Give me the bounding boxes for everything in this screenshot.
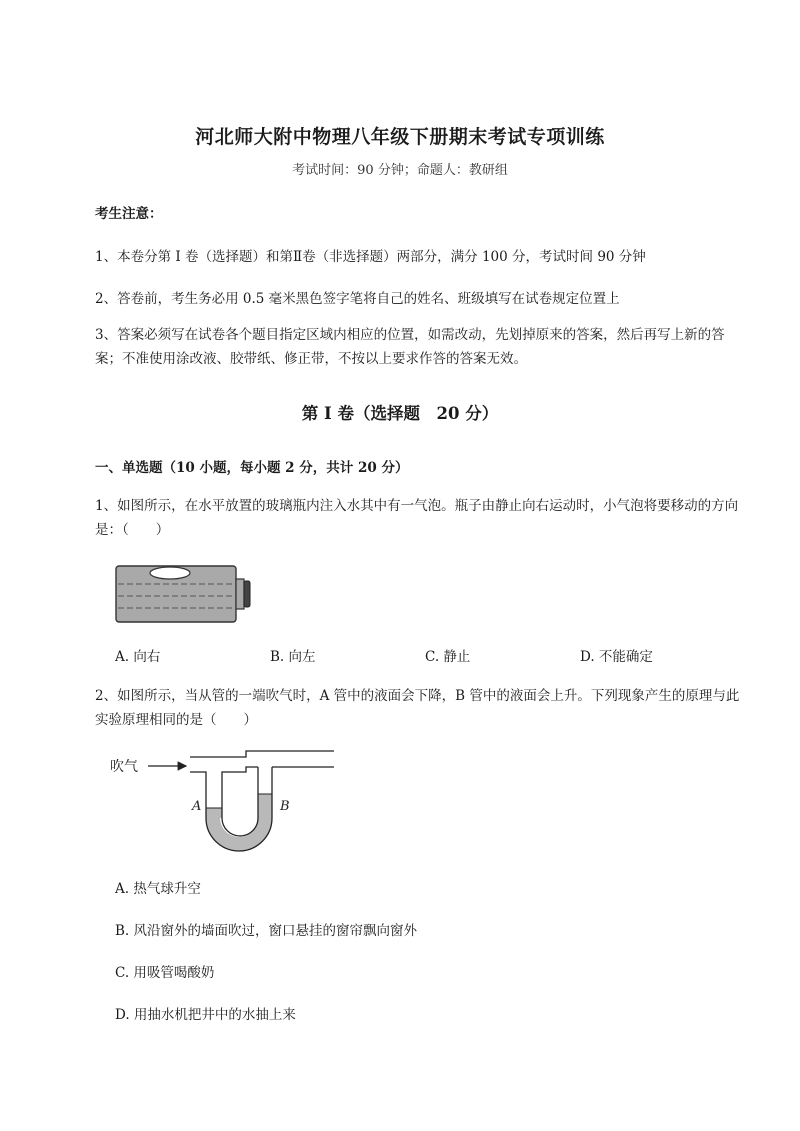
notice-item-1: 1、本卷分第 I 卷（选择题）和第Ⅱ卷（非选择题）两部分，满分 100 分，考试时间 90 分钟 bbox=[95, 249, 646, 265]
label-a: A bbox=[192, 799, 202, 814]
exam-info: 考试时间：90 分钟；命题人：教研组 bbox=[292, 163, 508, 178]
notice-item-3: 3、答案必须写在试卷各个题目指定区域内相应的位置，如需改动，先划掉原来的答案，然后再写上新的答案；不准使用涂改液、胶带纸、修正带，不按以上要求作答的答案无效。 bbox=[95, 327, 725, 367]
blow-label: 吹气 bbox=[110, 759, 138, 775]
bottle-figure bbox=[113, 562, 253, 624]
q1-option-a[interactable]: A. 向右 bbox=[115, 649, 161, 665]
q2-option-c[interactable]: C. 用吸管喝酸奶 bbox=[115, 965, 215, 981]
question-2-stem: 2、如图所示，当从管的一端吹气时，A 管中的液面会下降，B 管中的液面会上升。下列现象产生的原理与此实验原理相同的是（ ） bbox=[95, 688, 740, 728]
page-title: 河北师大附中物理八年级下册期末考试专项训练 bbox=[195, 126, 605, 148]
q1-option-b[interactable]: B. 向左 bbox=[270, 649, 316, 665]
question-1-stem: 1、如图所示，在水平放置的玻璃瓶内注入水其中有一气泡。瓶子由静止向右运动时，小气泡将要移动的方向是：（ ） bbox=[95, 498, 739, 538]
q2-option-a[interactable]: A. 热气球升空 bbox=[115, 881, 201, 897]
label-b: B bbox=[280, 799, 290, 814]
q2-option-d[interactable]: D. 用抽水机把井中的水抽上来 bbox=[115, 1007, 296, 1023]
q1-option-d[interactable]: D. 不能确定 bbox=[580, 649, 653, 665]
air-bubble bbox=[150, 567, 190, 579]
notice-item-2: 2、答卷前，考生务必用 0.5 毫米黑色签字笔将自己的姓名、班级填写在试卷规定位置上 bbox=[95, 291, 620, 307]
bottle-neck bbox=[236, 579, 244, 609]
u-tube-inner bbox=[222, 767, 258, 836]
q1-option-c[interactable]: C. 静止 bbox=[425, 649, 471, 665]
notice-heading: 考生注意： bbox=[95, 206, 163, 222]
part-heading: 一、单选题（10 小题，每小题 2 分，共计 20 分） bbox=[95, 460, 409, 476]
section-title: 第 I 卷（选择题 20 分） bbox=[301, 404, 499, 423]
bottle-cap bbox=[244, 581, 250, 607]
u-tube-figure bbox=[108, 748, 340, 860]
q2-option-b[interactable]: B. 风沿窗外的墙面吹过，窗口悬挂的窗帘飘向窗外 bbox=[115, 923, 418, 939]
